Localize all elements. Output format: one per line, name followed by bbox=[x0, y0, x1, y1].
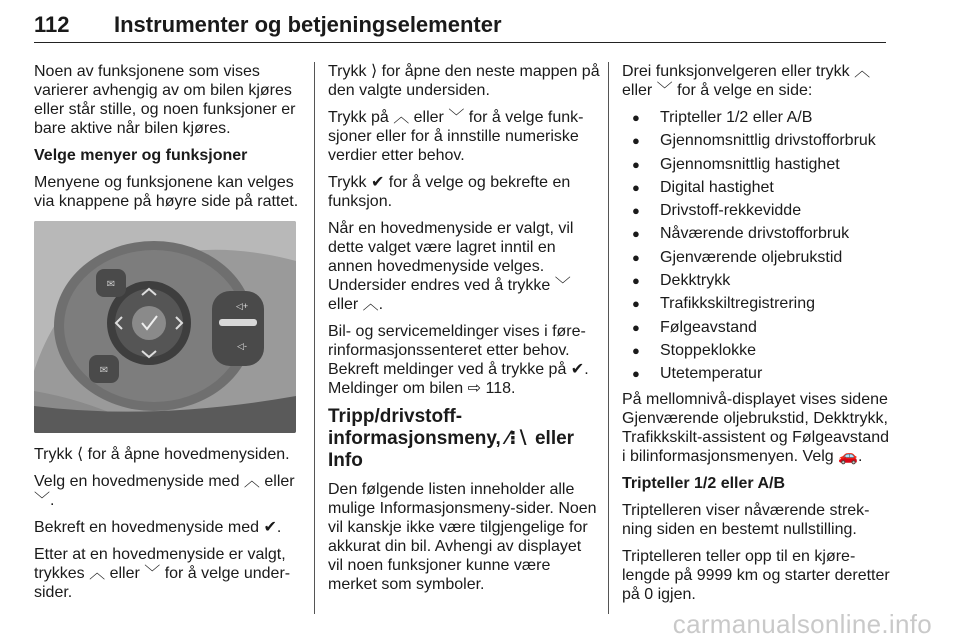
list-item: ● Gjenværende oljebrukstid bbox=[622, 248, 890, 271]
col3-p2: På mellomnivå-displayet vises sidene Gjenværende oljebrukstid, Dekktrykk, Trafikkskilt-assistent og Følgeavstand i bilinformasjonsmenyen. Velg 🚗. bbox=[622, 390, 890, 465]
list-item: ● Gjennomsnittlig drivstofforbruk bbox=[622, 131, 890, 154]
list-item: ● Trafikkskiltregistrering bbox=[622, 294, 890, 317]
intro-text: Noen av funksjonene som vises varierer avhengig av om bilen kjøres eller står stille, og noen funksjoner er bare aktive når bilen kjøres. bbox=[34, 63, 296, 137]
list-item: ● Gjennomsnittlig hastighet bbox=[622, 155, 890, 178]
col2-p5: Bil- og servicemeldinger vises i førerinformasjonssenteret etter behov. Bekreft meldinger ved å trykke på ✔. Meldinger om bilen ⇨ 118. bbox=[328, 323, 589, 397]
col2-p2: Trykk på ︿ eller ﹀ for å velge funksjoner eller for å innstille numeriske verdier etter behov. bbox=[328, 109, 584, 164]
section-heading-tripteller: Tripteller 1/2 eller A/B bbox=[622, 474, 786, 492]
list-item: ● Drivstoff-rekkevidde bbox=[622, 201, 890, 224]
section-heading-menus: Velge menyer og funksjoner bbox=[34, 147, 248, 164]
col1-p1: Trykk ⟨ for å åpne hovedmenysiden. bbox=[34, 446, 290, 463]
column-divider bbox=[314, 62, 315, 614]
col2-p4: Når en hovedmenyside er valgt, vil dette valget være lagret inntil en annen hovedmenyside velges. Undersider endres ved å trykke ﹀ eller ︿. bbox=[328, 220, 574, 313]
column-3 bbox=[622, 62, 890, 612]
col2-p3: Trykk ✔ for å velge og bekrefte en funksjon. bbox=[328, 174, 571, 210]
col1-p3: Bekreft en hovedmenyside med ✔. bbox=[34, 519, 282, 536]
chapter-title: Instrumenter og betjeningselementer bbox=[114, 12, 502, 37]
column-2 bbox=[328, 62, 600, 602]
list-item: ● Tripteller 1/2 eller A/B bbox=[622, 108, 890, 131]
col3-p4: Triptelleren teller opp til en kjørelengde på 9999 km og starter deretter på 0 igjen. bbox=[622, 547, 890, 603]
col2-p1: Trykk ⟩ for åpne den neste mappen på den valgte undersiden. bbox=[328, 63, 600, 99]
svg-text:◁-: ◁- bbox=[237, 341, 247, 351]
svg-text:✉: ✉ bbox=[106, 279, 116, 290]
svg-text:◁+: ◁+ bbox=[235, 301, 249, 311]
list-item: ● Digital hastighet bbox=[622, 178, 890, 201]
heading-text: Menyene og funksjonene kan velges via knappene på høyre side på rattet. bbox=[34, 174, 299, 210]
svg-text:✉: ✉ bbox=[99, 365, 109, 376]
column-divider bbox=[608, 62, 609, 614]
list-item: ● Stoppeklokke bbox=[622, 341, 890, 364]
list-item: ● Nåværende drivstofforbruk bbox=[622, 224, 890, 247]
page-number: 112 bbox=[34, 12, 70, 37]
info-page-list bbox=[622, 108, 890, 388]
col1-p2: Velg en hovedmenyside med ︿ eller ﹀. bbox=[34, 473, 295, 509]
col1-p4: Etter at en hovedmenyside er valgt, trykkes ︿ eller ﹀ for å velge undersider. bbox=[34, 546, 291, 601]
list-item: ● Dekktrykk bbox=[622, 271, 890, 294]
section-heading-trip-info: Tripp/drivstoff-informasjonsmeny, ⁄⁝∖ eller Info bbox=[328, 406, 575, 471]
watermark: carmanualsonline.info bbox=[672, 609, 932, 639]
list-item: ● Utetemperatur bbox=[622, 364, 890, 387]
col2-p6: Den følgende listen inneholder alle mulige Informasjonsmeny-sider. Noen vil kanskje ikke være tilgjengelige for akkurat din bil. Avhengi av displayet vil noen funksjoner kunne være merket som symboler. bbox=[328, 481, 597, 593]
column-1 bbox=[34, 62, 302, 610]
page-header bbox=[34, 6, 886, 43]
col3-p1: Drei funksjonvelgeren eller trykk ︿ eller ﹀ for å velge en side: bbox=[622, 63, 871, 99]
list-item: ● Følgeavstand bbox=[622, 318, 890, 341]
col3-p3: Triptelleren viser nåværende strekning siden en bestemt nullstilling. bbox=[622, 501, 870, 538]
steering-wheel-photo bbox=[34, 221, 296, 433]
